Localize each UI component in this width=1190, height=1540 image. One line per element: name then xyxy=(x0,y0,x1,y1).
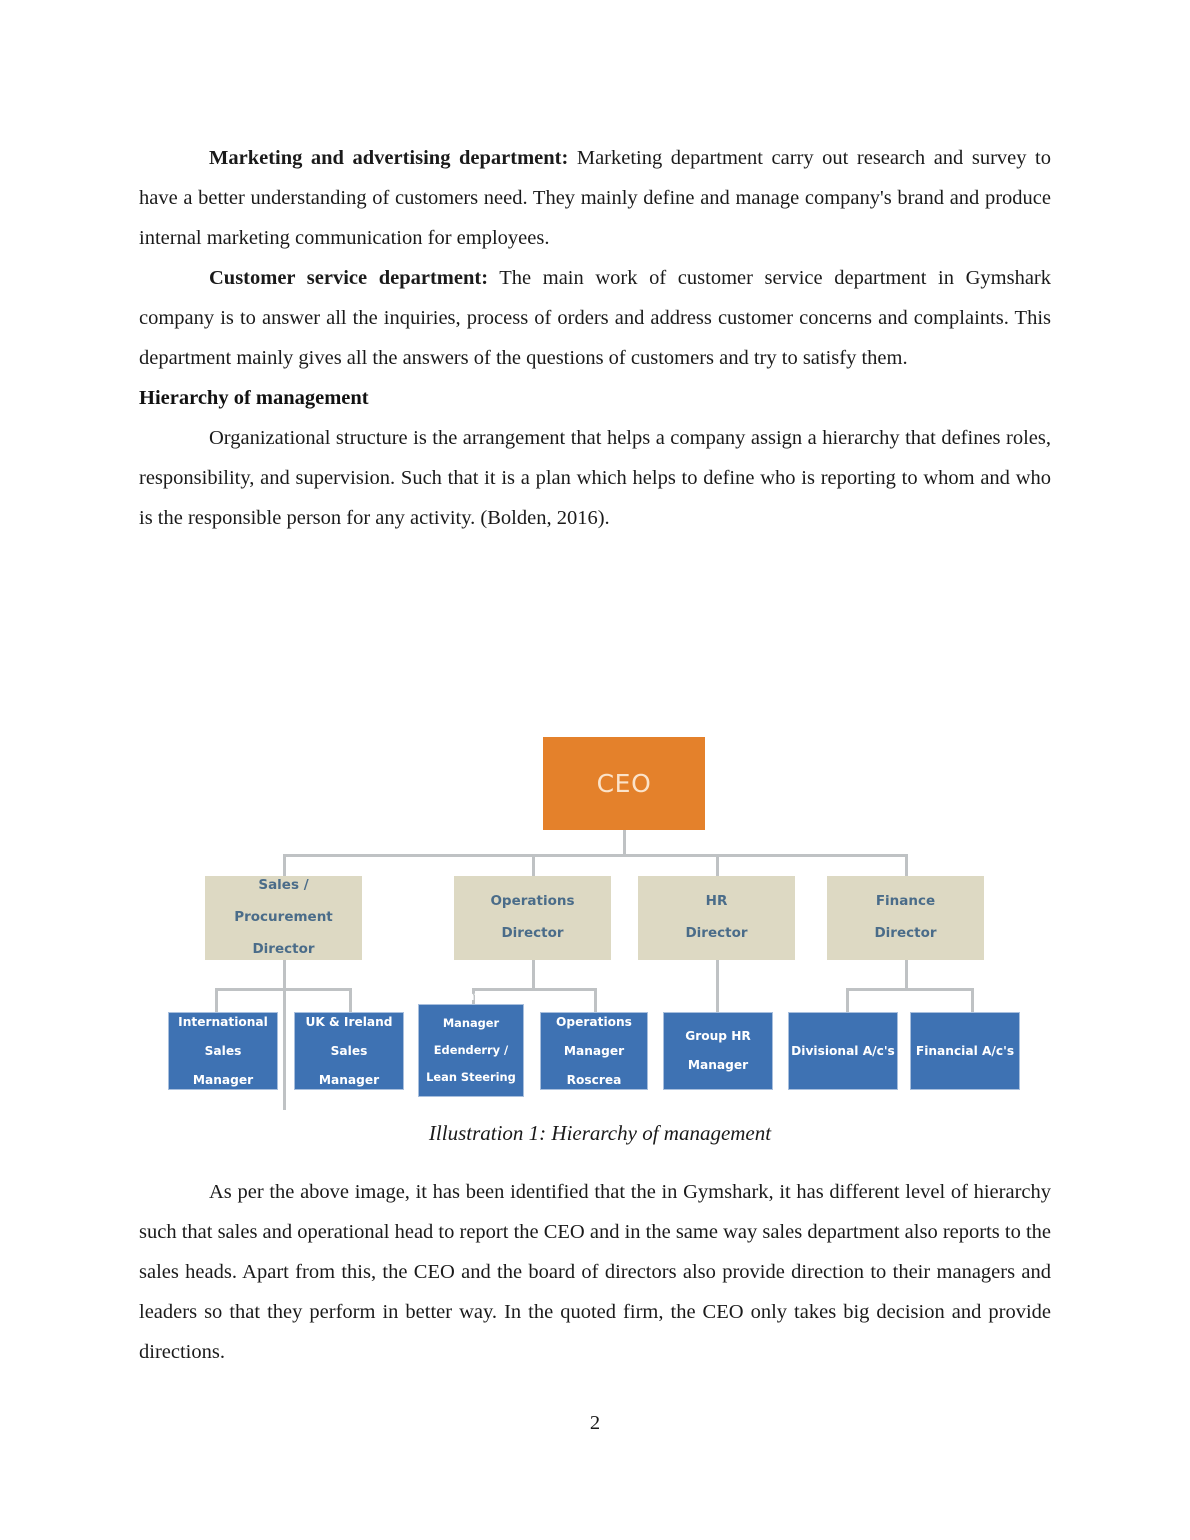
node-manager-international-sales-line2: Sales xyxy=(204,1043,242,1058)
node-manager-financial-accounts[interactable] xyxy=(910,1012,1020,1090)
node-manager-divisional-accounts[interactable] xyxy=(788,1012,898,1090)
paragraph-marketing-text: Marketing department carry out research and survey to have a better understanding of customers need. They mainly define and manage company's brand and produce internal marketing communication for employees. xyxy=(139,147,1051,249)
connector-director-bus xyxy=(283,854,908,857)
node-manager-operations-roscrea-label xyxy=(540,1015,648,1087)
node-manager-international-sales-line1: International xyxy=(178,1015,268,1030)
node-director-finance-line1: Finance xyxy=(875,893,936,910)
connector-sales-drop-intl xyxy=(215,988,218,1014)
node-manager-group-hr-label xyxy=(663,1029,773,1072)
node-director-hr-label xyxy=(638,894,795,942)
node-director-finance-line2: Director xyxy=(874,924,937,941)
node-director-operations-line1: Operations xyxy=(490,893,575,910)
figure-caption: Illustration 1: Hierarchy of management xyxy=(428,1121,772,1145)
connector-finance-drop-financial xyxy=(971,988,974,1014)
paragraph-customer-service-lead: Customer service department: xyxy=(209,267,489,289)
org-chart-figure xyxy=(160,700,1040,1120)
connector-sales-tail xyxy=(283,960,286,1110)
page-number: 2 xyxy=(589,1412,601,1434)
section-heading-hierarchy: Hierarchy of management xyxy=(139,387,369,409)
node-director-finance-label xyxy=(827,894,984,942)
document-body-bottom xyxy=(139,1172,1051,1372)
node-director-sales[interactable] xyxy=(205,876,362,960)
paragraph-customer-service xyxy=(139,258,1051,378)
node-manager-operations-edenderry-label xyxy=(418,990,524,1111)
node-manager-group-hr[interactable] xyxy=(663,1012,773,1090)
node-director-sales-label xyxy=(205,878,362,958)
node-manager-uk-ireland-sales-line3: Manager xyxy=(318,1072,380,1087)
node-manager-operations-edenderry-line5: Leader xyxy=(448,1096,494,1111)
node-manager-group-hr-line2: Manager xyxy=(687,1058,749,1073)
connector-drop-sales xyxy=(283,854,286,876)
node-director-sales-line3: Director xyxy=(252,940,315,957)
node-manager-uk-ireland-sales-label xyxy=(294,1015,404,1087)
org-chart xyxy=(160,700,1040,1120)
node-manager-group-hr-line1: Group HR xyxy=(685,1029,751,1044)
node-director-finance[interactable] xyxy=(827,876,984,960)
paragraph-marketing xyxy=(139,138,1051,258)
node-manager-operations-roscrea-line2: Manager xyxy=(563,1043,625,1058)
connector-finance-stem xyxy=(905,960,908,988)
connector-drop-operations xyxy=(532,854,535,876)
node-manager-uk-ireland-sales[interactable] xyxy=(294,1012,404,1090)
node-manager-operations-edenderry-line4: Lean Steering xyxy=(426,1069,516,1084)
node-ceo-label: CEO xyxy=(596,768,652,798)
connector-sales-drop-uk xyxy=(349,988,352,1014)
node-manager-operations-edenderry-line2: Manager xyxy=(442,1015,500,1030)
paragraph-organizational-structure: Organizational structure is the arrangement that helps a company assign a hierarchy that defines roles, responsibility, and supervision. Such that it is a plan which helps to define who is reporting to whom and who is the responsible person for any activity. (Bolden, 2016). xyxy=(139,427,1051,529)
node-manager-international-sales[interactable] xyxy=(168,1012,278,1090)
connector-ceo-stem xyxy=(623,830,626,856)
node-director-operations-label xyxy=(454,894,611,942)
figure-caption-container xyxy=(160,1118,1040,1145)
node-manager-international-sales-line3: Manager xyxy=(192,1072,254,1087)
node-director-operations[interactable] xyxy=(454,876,611,960)
connector-finance-bus xyxy=(846,988,974,991)
connector-operations-stem xyxy=(532,960,535,988)
node-manager-financial-accounts-label: Financial A/c's xyxy=(915,1043,1015,1058)
connector-finance-drop-divisional xyxy=(846,988,849,1014)
node-manager-divisional-accounts-label: Divisional A/c's xyxy=(791,1043,895,1058)
node-director-operations-line2: Director xyxy=(501,924,564,941)
paragraph-marketing-lead: Marketing and advertising department: xyxy=(209,147,569,169)
node-manager-operations-edenderry[interactable] xyxy=(418,988,524,1111)
node-manager-operations-edenderry-line3: Edenderry / xyxy=(433,1042,509,1057)
node-manager-international-sales-label xyxy=(168,1015,278,1087)
node-director-sales-line2: Procurement xyxy=(234,909,333,926)
connector-operations-drop-roscrea xyxy=(594,988,597,1014)
node-manager-operations-edenderry-line1: Operations xyxy=(435,988,507,1003)
node-director-hr[interactable] xyxy=(638,876,795,960)
node-manager-uk-ireland-sales-line1: UK & Ireland xyxy=(305,1015,393,1030)
node-manager-operations-roscrea-line1: Operations xyxy=(556,1015,632,1030)
node-director-hr-line1: HR xyxy=(705,893,728,910)
connector-drop-hr xyxy=(716,854,719,876)
connector-hr-stem xyxy=(716,960,719,1014)
node-director-hr-line2: Director xyxy=(685,924,748,941)
node-director-sales-line1: Sales / xyxy=(258,877,309,894)
node-manager-operations-roscrea[interactable] xyxy=(540,1012,648,1090)
connector-sales-bus xyxy=(215,988,352,991)
connector-drop-finance xyxy=(905,854,908,876)
paragraph-analysis: As per the above image, it has been identified that the in Gymshark, it has different level of hierarchy such that sales and operational head to report the CEO and in the same way sales department also reports to the sales heads. Apart from this, the CEO and the board of directors also provide direction to their managers and leaders so that they perform in better way. In the quoted firm, the CEO only takes big decision and provide directions. xyxy=(139,1181,1051,1363)
node-manager-uk-ireland-sales-line2: Sales xyxy=(330,1043,368,1058)
node-manager-operations-roscrea-line3: Roscrea xyxy=(566,1072,622,1087)
node-ceo[interactable] xyxy=(543,737,705,830)
document-body-top xyxy=(139,138,1051,538)
paragraph-customer-service-text: The main work of customer service department in Gymshark company is to answer all the inquiries, process of orders and address customer concerns and complaints. This department mainly gives all the answers of the questions of customers and try to satisfy them. xyxy=(139,267,1052,369)
